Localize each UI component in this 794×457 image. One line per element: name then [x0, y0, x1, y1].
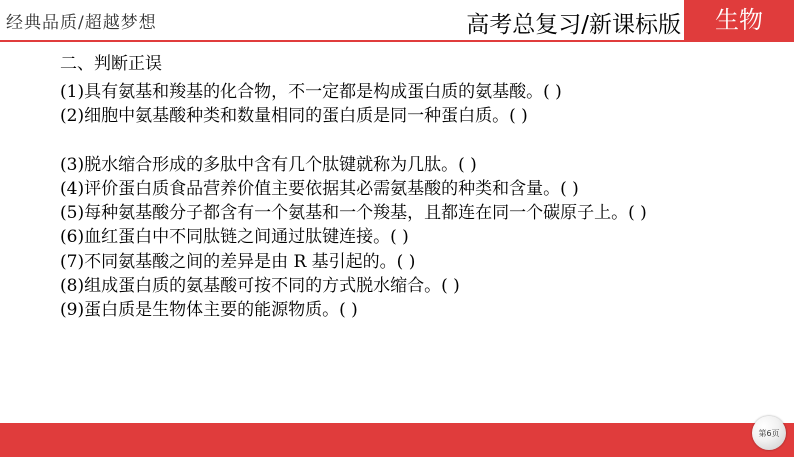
question-8: (8)组成蛋白质的氨基酸可按不同的方式脱水缩合。( ) — [60, 276, 460, 297]
question-2: (2)细胞中氨基酸种类和数量相同的蛋白质是同一种蛋白质。( ) — [60, 106, 528, 127]
course-title: 高考总复习/新课标版 — [466, 12, 681, 38]
question-4: (4)评价蛋白质食品营养价值主要依据其必需氨基酸的种类和含量。( ) — [60, 178, 579, 199]
spacer — [60, 129, 647, 153]
footer-bar — [0, 423, 794, 457]
content-area — [60, 53, 647, 323]
header-tagline: 经典品质/超越梦想 — [6, 13, 157, 33]
section-heading: 二、判断正误 — [60, 54, 162, 74]
question-1: (1)具有氨基和羧基的化合物，不一定都是构成蛋白质的氨基酸。( ) — [60, 82, 562, 102]
subject-badge: 生物 — [684, 0, 794, 40]
header-divider — [0, 40, 794, 42]
question-9: (9)蛋白质是生物体主要的能源物质。( ) — [60, 300, 358, 321]
question-6: (6)血红蛋白中不同肽链之间通过肽键连接。( ) — [60, 227, 409, 248]
page-number-label: 第6页 — [758, 429, 780, 438]
question-7: (7)不同氨基酸之间的差异是由 R 基引起的。( ) — [60, 251, 416, 272]
page-number-badge — [752, 416, 786, 450]
question-3: (3)脱水缩合形成的多肽中含有几个肽键就称为几肽。( ) — [60, 154, 477, 175]
question-5: (5)每种氨基酸分子都含有一个氨基和一个羧基，且都连在同一个碳原子上。( ) — [60, 203, 647, 224]
